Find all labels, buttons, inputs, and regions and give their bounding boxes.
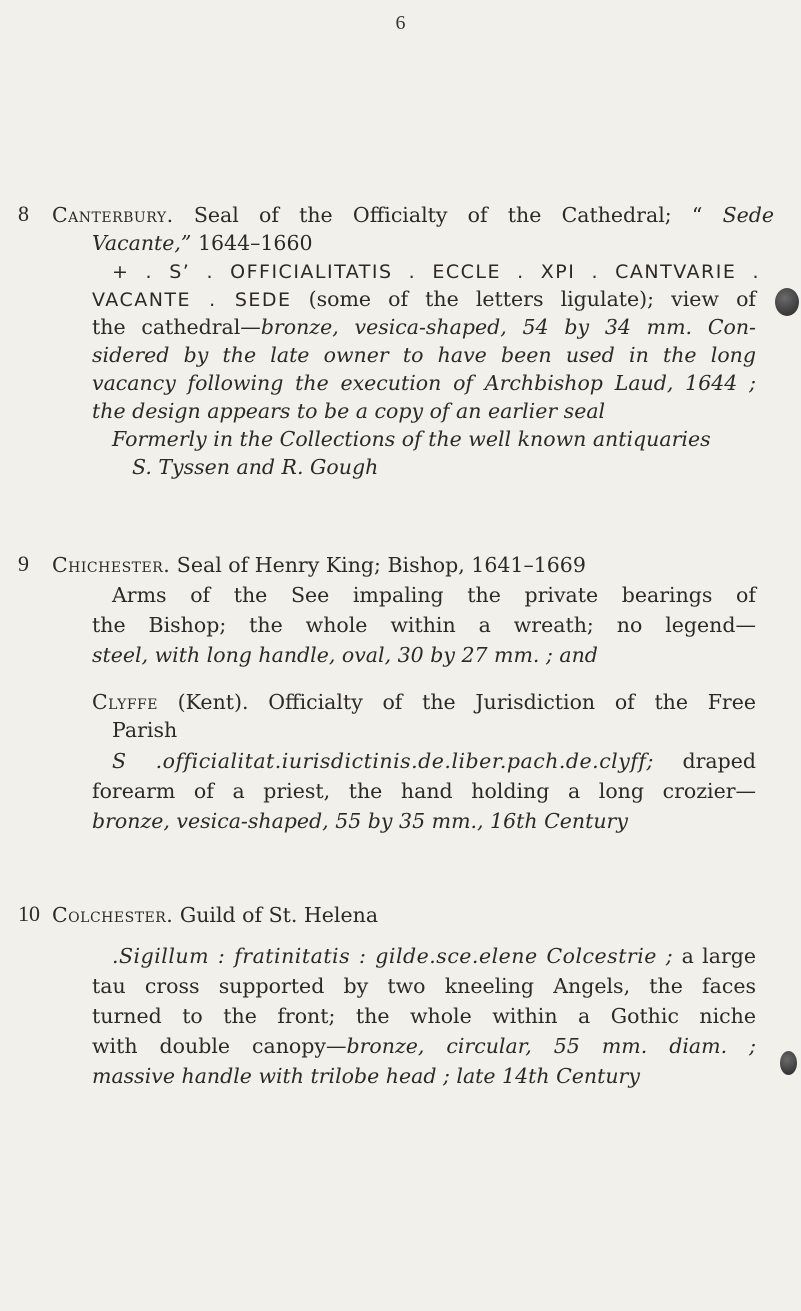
lot-line — [132, 453, 378, 481]
lot-line — [52, 901, 378, 929]
text-segment: draped — [653, 749, 756, 773]
lot-line — [112, 425, 711, 453]
text-segment: the design appears to be a copy of an earlier seal — [92, 399, 606, 423]
text-segment: Clyffe — [92, 690, 158, 714]
lot-line — [92, 688, 756, 716]
text-segment: Sede — [722, 203, 774, 227]
text-segment: Vacante,” — [92, 231, 192, 255]
lot-line — [92, 972, 756, 1000]
lot-line — [92, 313, 756, 341]
lot-line — [92, 369, 756, 397]
lot-line — [52, 551, 586, 579]
lot-line — [92, 1032, 756, 1060]
lot-line — [112, 257, 760, 286]
margin-mark — [775, 288, 799, 316]
text-segment: Canterbury. — [52, 203, 174, 227]
text-segment: the Bishop; the whole within a wreath; no legend— — [92, 613, 756, 637]
lot-line — [92, 1002, 756, 1030]
text-segment: S. Tyssen and R. Gough — [132, 455, 379, 479]
lot-line — [92, 777, 756, 805]
text-segment: VACANTE . SEDE — [92, 289, 292, 311]
text-segment: vacancy following the execution of Archbishop Laud, 1644 ; — [92, 371, 756, 395]
text-segment: a large — [673, 944, 757, 968]
text-segment: steel, with long handle, oval, 30 by 27 mm. ; and — [92, 643, 598, 667]
lot-line — [92, 807, 628, 835]
text-segment: forearm of a priest, the hand holding a long crozier— — [92, 779, 756, 803]
lot-line — [112, 716, 177, 744]
page-number: 6 — [395, 12, 406, 34]
text-segment: Parish — [112, 718, 178, 742]
lot-line — [92, 641, 598, 669]
text-segment: bronze, circular, 55 mm. diam. ; — [346, 1034, 756, 1058]
text-segment: Seal of Henry King; Bishop, 1641–1669 — [170, 553, 586, 577]
lot-line — [92, 1062, 640, 1090]
lot-line — [52, 201, 774, 229]
lot-number: 10 — [18, 901, 40, 926]
text-segment: the cathedral— — [92, 315, 261, 339]
lot-line — [112, 747, 756, 775]
lot-number: 9 — [18, 551, 29, 576]
text-segment: 1644–1660 — [191, 231, 313, 255]
text-segment: (some of the letters ligulate); view of — [291, 287, 757, 311]
text-segment: (Kent). Officialty of the Jurisdiction of the Free — [157, 690, 756, 714]
lot-line — [92, 285, 756, 314]
text-segment: bronze, vesica-shaped, 54 by 34 mm. Con- — [260, 315, 756, 339]
lot-line — [112, 581, 756, 609]
text-segment: tau cross supported by two kneeling Angels, the faces — [92, 974, 756, 998]
lot-line — [92, 229, 313, 257]
text-segment: Formerly in the Collections of the well known antiquaries — [112, 427, 711, 451]
lot-line — [92, 397, 605, 425]
text-segment: sidered by the late owner to have been used in the long — [92, 343, 756, 367]
lot-line — [112, 942, 756, 970]
text-segment: .Sigillum : fratinitatis : gilde.sce.elene Colcestrie ; — [112, 944, 674, 968]
text-segment: Chichester. — [52, 553, 171, 577]
text-segment: Guild of St. Helena — [173, 903, 379, 927]
lot-line — [92, 341, 756, 369]
lot-number: 8 — [18, 201, 29, 226]
text-segment: bronze, vesica-shaped, 55 by 35 mm., 16th Century — [92, 809, 628, 833]
margin-mark — [780, 1051, 797, 1075]
text-segment: Arms of the See impaling the private bearings of — [112, 583, 756, 607]
text-segment: Seal of the Officialty of the Cathedral; “ — [173, 203, 723, 227]
text-segment: + . S’ . OFFICIALITATIS . ECCLE . XPI . CANTVARIE . — [112, 261, 760, 283]
text-segment: with double canopy— — [92, 1034, 347, 1058]
text-segment: massive handle with trilobe head ; late 14th Century — [92, 1064, 640, 1088]
text-segment: Colchester. — [52, 903, 174, 927]
lot-line — [92, 611, 756, 639]
text-segment: S .officialitat.iurisdictinis.de.liber.pach.de.clyff; — [112, 749, 654, 773]
text-segment: turned to the front; the whole within a Gothic niche — [92, 1004, 756, 1028]
